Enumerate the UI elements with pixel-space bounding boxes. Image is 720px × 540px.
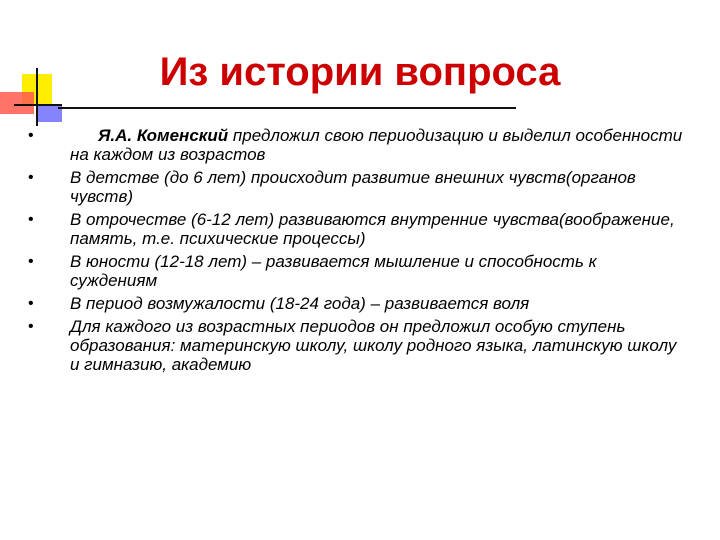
logo-horizontal-line <box>14 104 62 106</box>
logo-vertical-line <box>36 68 38 126</box>
list-item-text: В детстве (до 6 лет) происходит развитие внешних чувств(органов чувств) <box>70 168 636 206</box>
list-item <box>26 252 686 290</box>
list-item-text: В период возмужалости (18-24 года) – развивается воля <box>70 294 530 313</box>
list-item-text: предложил свою периодизацию и выделил особенности на каждом из возрастов <box>70 126 683 164</box>
bullet-icon: • <box>28 295 34 312</box>
list-item <box>26 317 686 374</box>
list-item <box>26 294 686 313</box>
list-item-text: Для каждого из возрастных периодов он предложил особую ступень образования: материнскую школу, школу родного языка, латинскую школу и гимназию, академию <box>70 317 677 374</box>
bullet-icon: • <box>28 127 34 144</box>
title-divider <box>58 107 516 109</box>
bullet-list <box>26 126 686 378</box>
bullet-icon: • <box>28 169 34 186</box>
logo-red-square <box>0 92 34 114</box>
list-item-text: В отрочестве (6-12 лет) развиваются внутренние чувства(воображение, память, т.е. психические процессы) <box>70 210 675 248</box>
bullet-icon: • <box>28 318 34 335</box>
bullet-icon: • <box>28 253 34 270</box>
author-name: Я.А. Коменский <box>98 126 229 145</box>
list-item-text: В юности (12-18 лет) – развивается мышление и способность к суждениям <box>70 252 597 290</box>
list-item <box>26 210 686 248</box>
list-item <box>26 168 686 206</box>
list-item-lead <box>70 126 228 145</box>
list-item <box>26 126 686 164</box>
bullet-icon: • <box>28 211 34 228</box>
slide-title: Из истории вопроса <box>159 50 561 94</box>
